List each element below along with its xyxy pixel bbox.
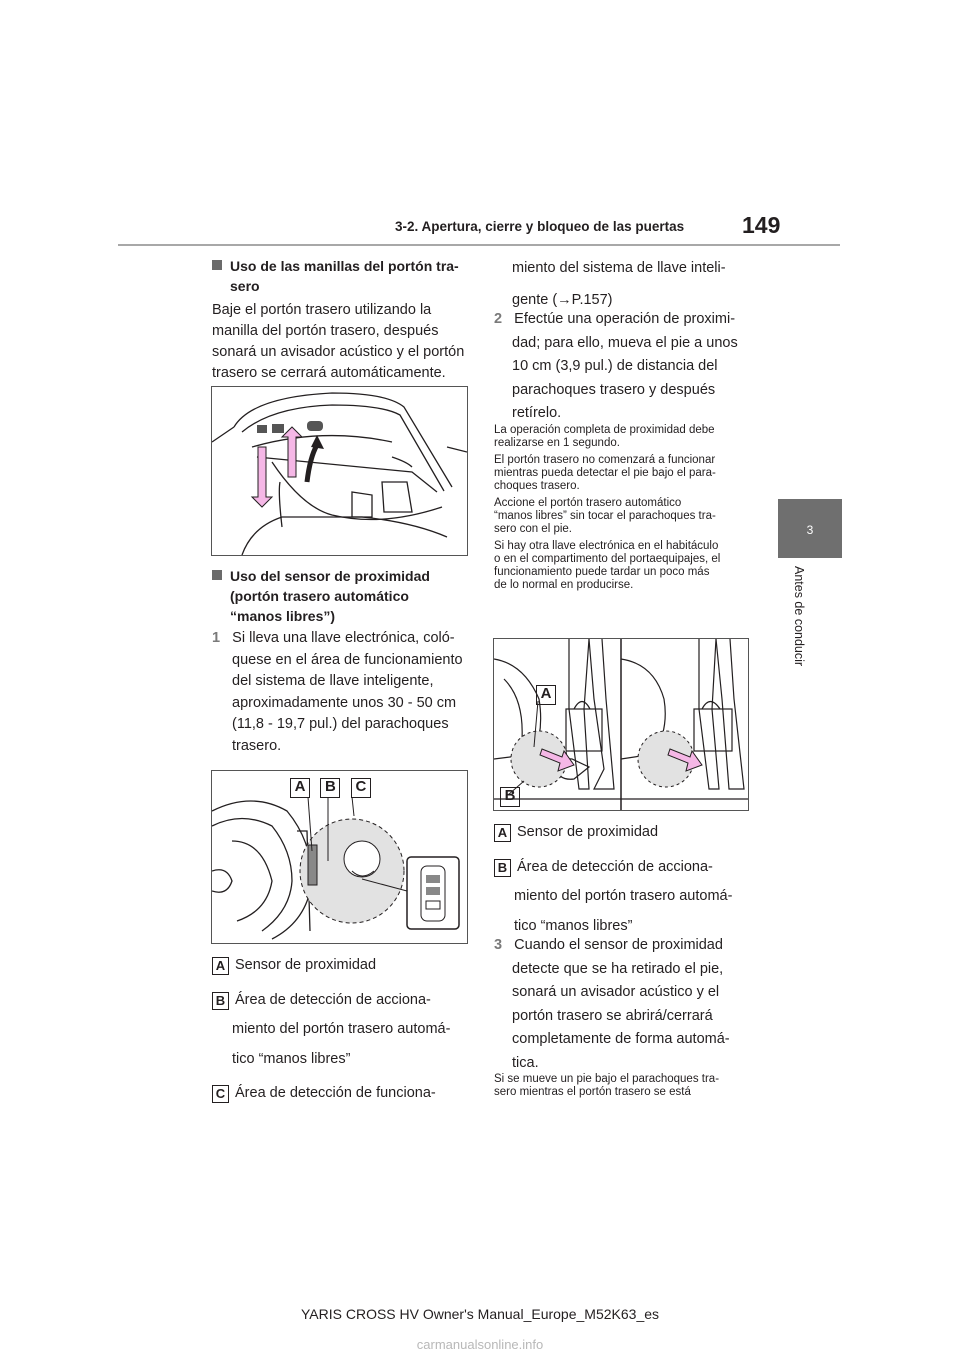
text-line: parachoques trasero y después	[512, 381, 716, 398]
footer-manual-id: YARIS CROSS HV Owner's Manual_Europe_M52K63_es	[300, 1306, 660, 1322]
note-line: El portón trasero no comenzará a funcionar	[494, 454, 716, 466]
fig3-callout-a-wrap	[536, 684, 562, 705]
heading-text-cont: (portón trasero automático	[230, 588, 409, 604]
fig2-label-row	[290, 777, 377, 798]
legend-key-b: B	[494, 859, 511, 877]
section-title: 3-2. Apertura, cierre y bloqueo de las puertas	[395, 219, 685, 234]
legend-text: miento del portón trasero automá-	[232, 1021, 451, 1037]
note-line: de lo normal en producirse.	[494, 579, 634, 591]
watermark: carmanualsonline.info	[416, 1337, 544, 1352]
text-line: quese en el área de funcionamiento	[232, 651, 463, 668]
text-line: Cuando el sensor de proximidad	[514, 937, 723, 953]
heading-proximity-sensor	[212, 566, 474, 626]
figure-tailgate-handles	[211, 386, 468, 556]
text-line: dad; para ello, mueva el pie a unos	[512, 334, 738, 351]
step-2	[494, 309, 764, 425]
step-1	[212, 628, 476, 757]
legend-key-a: A	[212, 957, 229, 975]
chapter-tab: 3	[778, 499, 842, 558]
text-line: gente (→P.157)	[512, 291, 613, 308]
text-line: sonará un avisador acústico y el	[512, 984, 720, 1000]
text-line: tica.	[512, 1054, 539, 1071]
step-number: 3	[494, 937, 503, 953]
note-line: choques trasero.	[494, 480, 580, 492]
note-line: Accione el portón trasero automático	[494, 497, 682, 509]
figure-sensor-areas	[211, 770, 468, 944]
tailgate-illustration	[212, 387, 467, 555]
legend-text: Área de detección de funciona-	[235, 1085, 436, 1101]
legend-left	[212, 955, 476, 1105]
callout-b: B	[320, 778, 340, 798]
legend-text: tico “manos libres”	[232, 1050, 351, 1067]
note-line: realizarse en 1 segundo.	[494, 437, 620, 449]
legend-text: Sensor de proximidad	[517, 824, 659, 840]
paragraph-tailgate-handles	[212, 300, 474, 384]
note-line: funcionamiento puede tardar un poco más	[494, 566, 710, 578]
note-line: mientras pueda detectar el pie bajo el para-	[494, 467, 716, 479]
legend-text: Área de detección de acciona-	[517, 858, 713, 875]
note-line: o en el compartimento del portaequipajes, el	[494, 553, 721, 565]
chapter-label-text: Antes de conducir	[792, 566, 806, 667]
text-line: Si lleva una llave electrónica, coló-	[232, 630, 455, 646]
heading-bullet	[212, 260, 222, 270]
text-line: detecte que se ha retirado el pie,	[512, 960, 724, 977]
legend-text: Sensor de proximidad	[235, 957, 377, 973]
note-line: La operación completa de proximidad debe	[494, 424, 715, 436]
header-rule	[118, 244, 840, 246]
text-line: completamente de forma automá-	[512, 1031, 730, 1047]
legend-text: miento del portón trasero automá-	[514, 888, 733, 904]
text-line: portón trasero se abrirá/cerrará	[512, 1007, 713, 1024]
text-line: del sistema de llave inteligente,	[232, 673, 434, 689]
text-line: manilla del portón trasero, después	[212, 323, 439, 339]
note-line: sero mientras el portón trasero se está	[494, 1086, 691, 1098]
note-line: Si hay otra llave electrónica en el habitáculo	[494, 540, 719, 552]
callout-a: A	[536, 685, 556, 705]
figure-foot-motion	[493, 638, 749, 811]
legend-key-b: B	[212, 992, 229, 1010]
text-line: Baje el portón trasero utilizando la	[212, 302, 432, 318]
heading-tailgate-handles	[212, 256, 472, 296]
legend-key-a: A	[494, 824, 511, 842]
final-note	[494, 1073, 764, 1099]
text-line: sonará un avisador acústico y el portón	[212, 344, 465, 360]
step-number: 2	[494, 311, 503, 327]
chapter-label	[792, 566, 806, 716]
legend-text: tico “manos libres”	[514, 917, 633, 934]
heading-bullet	[212, 570, 222, 580]
text-line: trasero se cerrará automáticamente.	[212, 365, 446, 381]
step-1-continued	[512, 258, 776, 311]
step-number: 1	[212, 630, 221, 646]
heading-text: Uso del sensor de proximidad	[230, 568, 430, 584]
callout-a: A	[290, 778, 310, 798]
notes-block	[494, 424, 764, 592]
text-line: (11,8 - 19,7 pul.) del parachoques	[232, 716, 449, 732]
page-number: 149	[742, 212, 781, 238]
step-3	[494, 935, 764, 1074]
heading-text-cont: “manos libres”)	[230, 608, 336, 624]
fig3-callout-b-wrap	[500, 786, 526, 807]
legend-text: Área de detección de acciona-	[235, 991, 431, 1008]
text-line: Efectúe una operación de proximi-	[514, 311, 736, 327]
text-line: retírelo.	[512, 405, 562, 421]
note-line: sero con el pie.	[494, 523, 572, 535]
heading-text: Uso de las manillas del portón tra-	[230, 258, 459, 274]
text-line: aproximadamente unos 30 - 50 cm	[232, 694, 457, 711]
heading-text-cont: sero	[230, 278, 260, 294]
text-line: 10 cm (3,9 pul.) de distancia del	[512, 358, 718, 374]
callout-c: C	[351, 778, 371, 798]
legend-right	[494, 822, 764, 937]
callout-b: B	[500, 787, 520, 807]
note-line: Si se mueve un pie bajo el parachoques tra-	[494, 1073, 720, 1085]
note-line: “manos libres” sin tocar el parachoques tra-	[494, 510, 716, 522]
text-line: trasero.	[232, 737, 282, 754]
legend-key-c: C	[212, 1085, 229, 1103]
text-line: miento del sistema de llave inteli-	[512, 260, 726, 276]
foot-motion-illustration	[494, 639, 748, 810]
